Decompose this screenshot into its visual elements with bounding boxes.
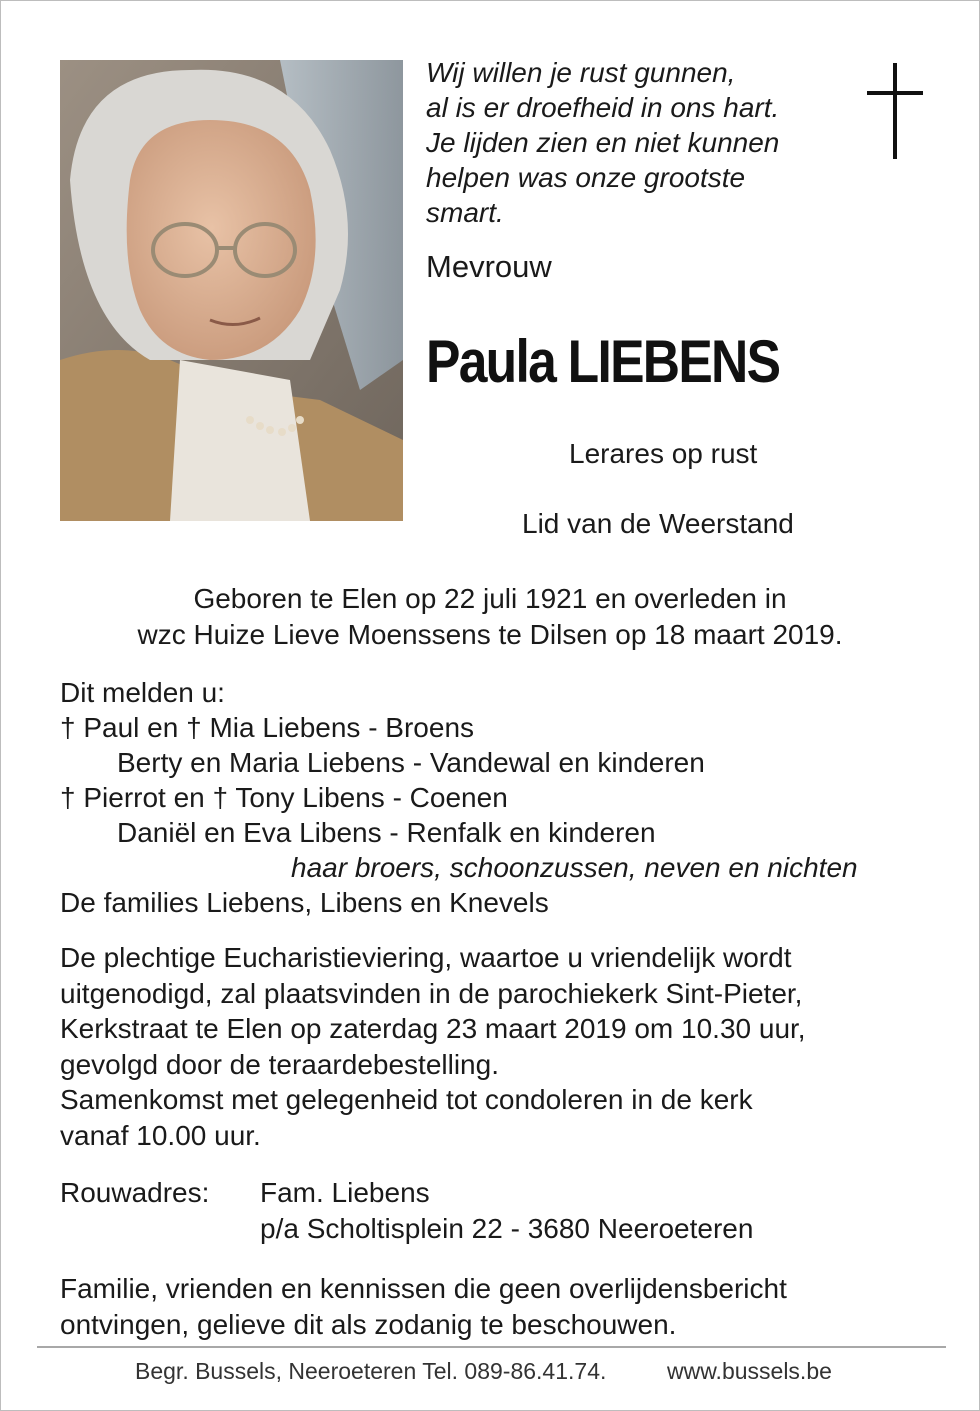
- ceremony-line: vanaf 10.00 uur.: [60, 1119, 261, 1151]
- ceremony-line: De plechtige Eucharistieviering, waartoe u vriendelijk wordt: [60, 942, 792, 973]
- poem: [426, 55, 846, 230]
- membership: Lid van de Weerstand: [522, 508, 794, 539]
- announcer-line: Daniël en Eva Libens - Renfalk en kinderen: [117, 817, 656, 848]
- birth-death-statement: [1, 581, 979, 653]
- undertaker-info: Begr. Bussels, Neeroeteren Tel. 089-86.41.74.: [135, 1358, 607, 1384]
- birth-death-line: Geboren te Elen op 22 juli 1921 en overleden in: [193, 583, 787, 614]
- announcer-line: † Paul en † Mia Liebens - Broens: [60, 712, 475, 743]
- announcer-line: Berty en Maria Liebens - Vandewal en kinderen: [117, 747, 705, 778]
- announcer-families: De families Liebens, Libens en Knevels: [60, 887, 549, 918]
- portrait-illustration: [60, 60, 403, 521]
- mourning-address-line: p/a Scholtisplein 22 - 3680 Neeroeteren: [260, 1213, 754, 1244]
- deceased-name: Paula LIEBENS: [426, 328, 780, 395]
- ceremony-line: uitgenodigd, zal plaatsvinden in de parochiekerk Sint-Pieter,: [60, 977, 803, 1009]
- notice-line: ontvingen, gelieve dit als zodanig te beschouwen.: [60, 1308, 677, 1340]
- poem-line: Wij willen je rust gunnen,: [426, 57, 736, 88]
- portrait-photo: [60, 60, 403, 521]
- cross-icon: [867, 63, 923, 159]
- ceremony-line: gevolgd door de teraardebestelling.: [60, 1048, 499, 1080]
- ceremony-line: Samenkomst met gelegenheid tot condoleren in de kerk: [60, 1084, 753, 1115]
- birth-death-line: wzc Huize Lieve Moenssens te Dilsen op 18 maart 2019.: [137, 619, 843, 650]
- ceremony-line: Kerkstraat te Elen op zaterdag 23 maart 2019 om 10.30 uur,: [60, 1013, 806, 1044]
- notice-line: Familie, vrienden en kennissen die geen overlijdensbericht: [60, 1273, 787, 1304]
- title-prefix: Mevrouw: [426, 249, 552, 284]
- poem-line: smart.: [426, 197, 504, 228]
- mourning-address-label: Rouwadres:: [60, 1177, 210, 1208]
- poem-line: helpen was onze grootste: [426, 162, 746, 193]
- announcer-line: † Pierrot en † Tony Libens - Coenen: [60, 782, 508, 813]
- announcer-relations: haar broers, schoonzussen, neven en nichten: [291, 852, 858, 883]
- notice: [60, 1271, 787, 1342]
- ceremony-info: [60, 940, 806, 1153]
- announcers-intro: Dit melden u:: [60, 677, 225, 708]
- poem-line: Je lijden zien en niet kunnen: [426, 127, 780, 158]
- footer-divider: [37, 1346, 946, 1348]
- website-link[interactable]: www.bussels.be: [667, 1358, 832, 1384]
- occupation: Lerares op rust: [569, 438, 758, 469]
- poem-line: al is er droefheid in ons hart.: [426, 92, 780, 123]
- mourning-address-line: Fam. Liebens: [260, 1177, 430, 1208]
